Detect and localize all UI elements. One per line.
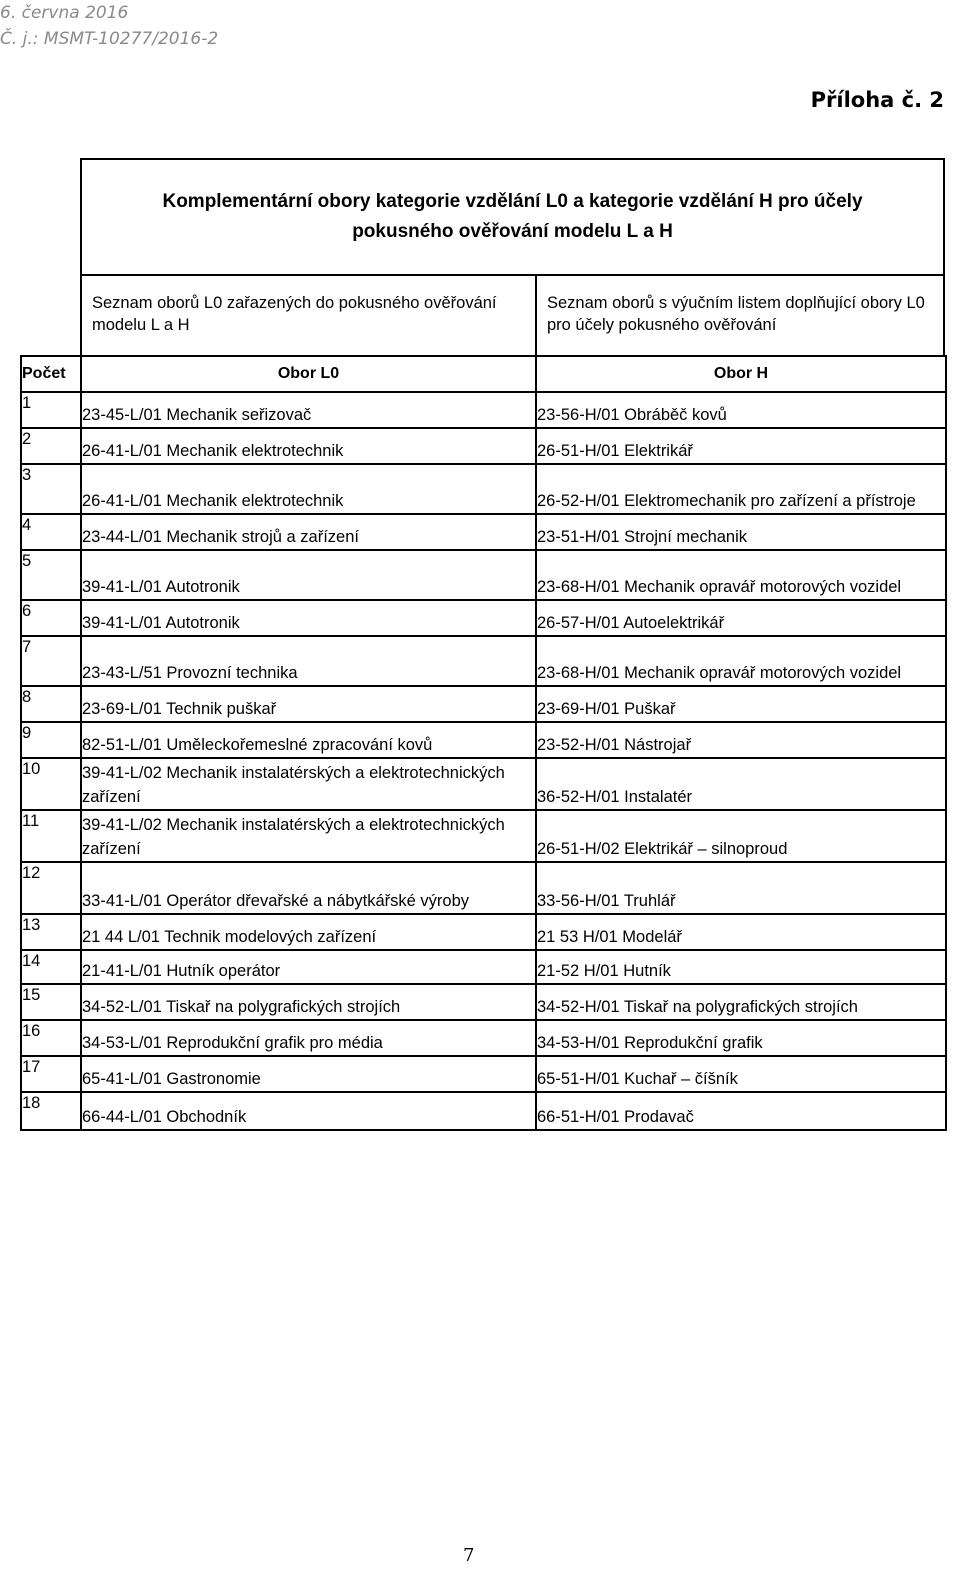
program-l0 [81, 1020, 536, 1056]
program-l0-text: 23-43-L/51 Provozní technika [82, 664, 298, 682]
row-number-text: 6 [22, 602, 32, 620]
document-header [0, 0, 218, 52]
program-h [536, 1092, 946, 1130]
table-title-line-1: Komplementární obory kategorie vzdělání L0 a kategorie vzdělání H pro účely [162, 191, 863, 212]
row-number-text: 5 [22, 552, 32, 570]
program-h-text: 26-57-H/01 Autoelektrikář [537, 614, 725, 632]
program-l0 [81, 464, 536, 514]
program-h [536, 984, 946, 1020]
row-number [21, 636, 81, 686]
program-l0 [81, 1056, 536, 1092]
table-header-row [21, 356, 946, 392]
row-number [21, 1020, 81, 1056]
row-number [21, 428, 81, 464]
program-l0 [81, 810, 536, 862]
program-l0 [81, 758, 536, 810]
row-number-text: 8 [22, 688, 32, 706]
row-number-text: 12 [22, 864, 41, 882]
row-number [21, 1056, 81, 1092]
row-number-text: 18 [22, 1094, 41, 1112]
program-l0-text: 23-45-L/01 Mechanik seřizovač [82, 406, 312, 424]
program-h [536, 1056, 946, 1092]
program-l0 [81, 1092, 536, 1130]
program-l0-text: 21 44 L/01 Technik modelových zařízení [82, 928, 377, 946]
program-h-text: 34-52-H/01 Tiskař na polygrafických strojích [537, 998, 858, 1016]
table-title [82, 160, 943, 276]
row-number-text: 14 [22, 952, 41, 970]
program-h [536, 464, 946, 514]
row-number-text: 1 [22, 394, 32, 412]
column-header-h: Obor H [536, 356, 946, 392]
row-number [21, 950, 81, 984]
column-header-count: Počet [21, 356, 81, 392]
table-row [21, 950, 946, 984]
program-h [536, 862, 946, 914]
table-row [21, 636, 946, 686]
row-number [21, 1092, 81, 1130]
program-l0 [81, 914, 536, 950]
row-number [21, 600, 81, 636]
row-number-text: 9 [22, 724, 32, 742]
table-row [21, 758, 946, 810]
row-number-text: 16 [22, 1022, 41, 1040]
program-l0-text: 26-41-L/01 Mechanik elektrotechnik [82, 492, 344, 510]
program-h-text: 23-68-H/01 Mechanik opravář motorových vozidel [537, 664, 902, 682]
table-row [21, 514, 946, 550]
subhead-l0: Seznam oborů L0 zařazených do pokusného ověřování modelu L a H [82, 276, 537, 355]
program-h-text: 26-51-H/02 Elektrikář – silnoproud [537, 840, 788, 858]
row-number [21, 862, 81, 914]
row-number [21, 810, 81, 862]
program-l0-text: 39-41-L/01 Autotronik [82, 614, 240, 632]
row-number [21, 686, 81, 722]
program-h [536, 428, 946, 464]
program-l0-text: 34-52-L/01 Tiskař na polygrafických strojích [82, 998, 401, 1016]
program-l0 [81, 600, 536, 636]
program-h-text: 34-53-H/01 Reprodukční grafik [537, 1034, 763, 1052]
table-title-line-2: pokusného ověřování modelu L a H [352, 221, 673, 242]
program-h [536, 550, 946, 600]
program-l0 [81, 950, 536, 984]
program-h [536, 758, 946, 810]
row-number [21, 722, 81, 758]
table-row [21, 862, 946, 914]
program-h-text: 23-52-H/01 Nástrojař [537, 736, 692, 754]
row-number-text: 17 [22, 1058, 41, 1076]
program-h [536, 636, 946, 686]
program-l0-text: 23-44-L/01 Mechanik strojů a zařízení [82, 528, 359, 546]
program-h-text: 23-51-H/01 Strojní mechanik [537, 528, 748, 546]
table-row [21, 686, 946, 722]
annex-label: Příloha č. 2 [810, 88, 944, 112]
table-row [21, 984, 946, 1020]
program-h-text: 65-51-H/01 Kuchař – číšník [537, 1070, 738, 1088]
row-number-text: 15 [22, 986, 41, 1004]
program-l0-text: 82-51-L/01 Uměleckořemeslné zpracování kovů [82, 736, 433, 754]
program-h-text: 66-51-H/01 Prodavač [537, 1108, 694, 1126]
program-h-text: 21-52 H/01 Hutník [537, 962, 671, 980]
row-number [21, 464, 81, 514]
table-row [21, 1056, 946, 1092]
program-l0 [81, 428, 536, 464]
table-row [21, 914, 946, 950]
row-number [21, 392, 81, 428]
program-h [536, 722, 946, 758]
program-l0-text: 39-41-L/02 Mechanik instalatérských a elektrotechnických zařízení [82, 816, 505, 858]
program-h-text: 33-56-H/01 Truhlář [537, 892, 676, 910]
program-l0-text: 26-41-L/01 Mechanik elektrotechnik [82, 442, 344, 460]
subhead-h: Seznam oborů s výučním listem doplňující obory L0 pro účely pokusného ověřování [547, 294, 925, 334]
table-row [21, 464, 946, 514]
program-h-text: 26-51-H/01 Elektrikář [537, 442, 693, 460]
column-groups [82, 276, 943, 355]
table-row [21, 600, 946, 636]
program-l0 [81, 984, 536, 1020]
table-row [21, 1092, 946, 1130]
row-number-text: 2 [22, 430, 32, 448]
program-h [536, 1020, 946, 1056]
program-h [536, 914, 946, 950]
program-l0-text: 39-41-L/02 Mechanik instalatérských a elektrotechnických zařízení [82, 764, 505, 806]
table-row [21, 550, 946, 600]
table-row [21, 392, 946, 428]
program-h-text: 21 53 H/01 Modelář [537, 928, 682, 946]
row-number [21, 758, 81, 810]
program-l0 [81, 514, 536, 550]
row-number-text: 7 [22, 638, 32, 656]
program-h-text: 23-68-H/01 Mechanik opravář motorových vozidel [537, 578, 902, 596]
program-l0-text: 65-41-L/01 Gastronomie [82, 1070, 261, 1088]
program-l0 [81, 392, 536, 428]
row-number-text: 4 [22, 516, 32, 534]
row-number-text: 3 [22, 466, 32, 484]
program-l0-text: 33-41-L/01 Operátor dřevařské a nábytkářské výroby [82, 892, 470, 910]
table-row [21, 722, 946, 758]
program-l0 [81, 550, 536, 600]
row-number-text: 11 [22, 812, 40, 830]
row-number [21, 984, 81, 1020]
table-row [21, 428, 946, 464]
column-header-l0: Obor L0 [81, 356, 536, 392]
program-l0-text: 39-41-L/01 Autotronik [82, 578, 240, 596]
program-l0 [81, 636, 536, 686]
table-row [21, 810, 946, 862]
program-h [536, 514, 946, 550]
program-h-text: 36-52-H/01 Instalatér [537, 788, 693, 806]
program-h [536, 686, 946, 722]
program-l0-text: 21-41-L/01 Hutník operátor [82, 962, 281, 980]
program-l0 [81, 862, 536, 914]
row-number [21, 914, 81, 950]
programs-table [20, 355, 947, 1131]
table-row [21, 1020, 946, 1056]
program-h [536, 950, 946, 984]
header-date: 6. června 2016 [0, 3, 129, 23]
header-reference: Č. j.: MSMT-10277/2016-2 [0, 29, 219, 49]
program-h-text: 23-56-H/01 Obráběč kovů [537, 406, 727, 424]
program-h-text: 26-52-H/01 Elektromechanik pro zařízení a přístroje [537, 492, 916, 510]
program-l0-text: 23-69-L/01 Technik puškař [82, 700, 277, 718]
program-l0 [81, 722, 536, 758]
program-h [536, 600, 946, 636]
program-h-text: 23-69-H/01 Puškař [537, 700, 676, 718]
row-number-text: 10 [22, 760, 41, 778]
program-l0-text: 34-53-L/01 Reprodukční grafik pro média [82, 1034, 383, 1052]
program-l0-text: 66-44-L/01 Obchodník [82, 1108, 247, 1126]
row-number [21, 550, 81, 600]
program-l0 [81, 686, 536, 722]
page-number: 7 [463, 1545, 475, 1566]
row-number [21, 514, 81, 550]
program-h [536, 810, 946, 862]
row-number-text: 13 [22, 916, 41, 934]
program-h [536, 392, 946, 428]
title-box [80, 158, 945, 355]
document-frame [20, 158, 945, 1132]
